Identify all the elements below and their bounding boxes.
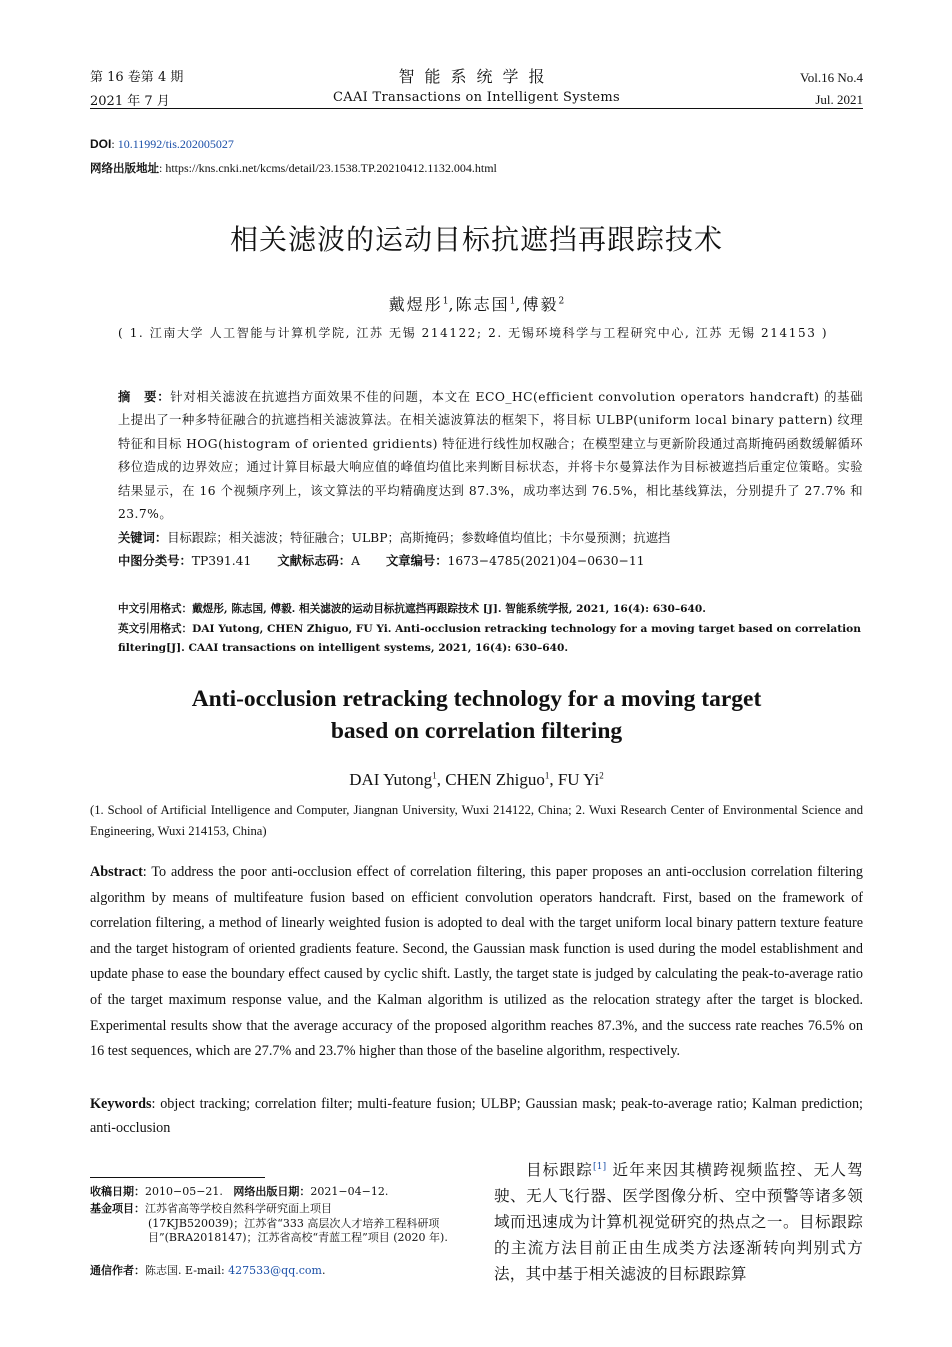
en-author-name: CHEN Zhiguo <box>445 770 545 789</box>
article-no-label: 文章编号： <box>386 554 448 568</box>
en-title <box>90 683 863 747</box>
citation-cn <box>118 600 863 620</box>
en-author-sup: 2 <box>599 770 604 781</box>
en-author-sep: , <box>549 770 558 789</box>
en-keywords-text: : object tracking; correlation filter; multi-feature fusion; ULBP; Gaussian mask; peak-to-average ratio; Kalman prediction; anti-occlusion <box>90 1096 863 1136</box>
cn-author-name: 戴煜彤 <box>388 295 443 314</box>
online-date: 2021−04−12. <box>310 1185 389 1198</box>
cn-abstract-text: 针对相关滤波在抗遮挡方面效果不佳的问题，本文在 ECO_HC(efficient convolution operators handcraft) 的基础上提出了一种多特征融合的抗遮挡相关滤波算法。在相关滤波算法的框架下，将目标 ULBP(uniform local binary pattern) 纹理特征和目标 HOG(histogram of oriented gridients) 特征进行线性加权融合；在模型建立与更新阶段通过高斯掩码函数缓解循环移位造成的边界效应；通过计算目标最大响应值的峰值均值比来判断目标状态，并将卡尔曼算法作为目标被遮挡后重定位策略。实验结果显示，在 16 个视频序列上，该文算法的平均精确度达到 87.3%，成功率达到 76.5%，相比基线算法，分别提升了 27.7% 和 23.7%。 <box>118 390 863 522</box>
en-abstract <box>90 860 863 1065</box>
cn-author-sup: 1 <box>509 296 516 307</box>
body-p1-start: 目标跟踪 <box>525 1161 594 1180</box>
corr-name: 陈志国. E-mail: <box>145 1264 229 1277</box>
doi-line: DOI: 10.11992/tis.202005027 <box>90 137 234 151</box>
cn-keywords-label: 关键词： <box>118 531 168 545</box>
clc-value: TP391.41 <box>191 554 252 568</box>
en-keywords <box>90 1092 863 1140</box>
header-divider <box>90 108 863 109</box>
body-p1-rest: 近年来因其横跨视频监控、无人驾驶、无人飞行器、医学图像分析、空中预警等诸多领域而迅速成为计算机视觉研究的热点之一。目标跟踪的主流方法目前正由生成类方法逐渐转向判别式方法，其中基于相关滤波的目标跟踪算 <box>494 1161 863 1284</box>
clc-label: 中图分类号： <box>118 554 192 568</box>
cn-author-sep: , <box>515 295 523 314</box>
doccode-value: A <box>351 554 360 568</box>
cn-author-sup: 1 <box>442 296 449 307</box>
cn-title: 相关滤波的运动目标抗遮挡再跟踪技术 <box>229 223 723 256</box>
online-url-label: 网络出版地址 <box>90 161 159 175</box>
citation-block <box>118 600 863 659</box>
header-date-cn: 2021 年 7 月 <box>90 94 170 109</box>
en-author-sep: , <box>436 770 446 789</box>
en-abstract-text: : To address the poor anti-occlusion effect of correlation filtering, this paper proposes an anti-occlusion correlation filtering algorithm by means of multifeature fusion based on efficient convolution operators handcraft. First, based on the framework of correlation filtering, a method of linearly weighted fusion is adopted to deal with the target uniform local binary pattern texture feature and the target histogram of oriented gradients feature. Second, the Gaussian mask function is used during the model establishment and update phase to ease the boundary effect caused by cyclic shift. Lastly, the target state is judged by calculating the peak-to-average ratio of the target maximum response value, and the Kalman algorithm is utilized as the relocation strategy after the target is blocked. Experimental results show that the average accuracy of the proposed algorithm reaches 87.3%, and the success rate reaches 76.5% on 16 test sequences, which are 27.7% and 23.7% higher than those of the baseline algorithm, respectively. <box>90 864 863 1060</box>
header-journal-en: CAAI Transactions on Intelligent Systems <box>333 90 620 105</box>
cn-abstract-label: 摘 要： <box>118 390 171 404</box>
en-affiliation: (1. School of Artificial Intelligence and Computer, Jiangnan University, Wuxi 214122, China; 2. Wuxi Research Center of Environmental Science and Engineering, Wuxi 214153, China) <box>90 803 863 838</box>
footnote-corresponding <box>90 1264 462 1279</box>
online-url-value: https://kns.cnki.net/kcms/detail/23.1538.TP.20210412.1132.004.html <box>165 161 497 175</box>
en-author-name: DAI Yutong <box>349 770 433 789</box>
article-no-value: 1673−4785(2021)04−0630−11 <box>447 554 645 568</box>
fund-label: 基金项目： <box>90 1202 145 1215</box>
cn-affiliation: ( 1. 江南大学 人工智能与计算机学院, 江苏 无锡 214122; 2. 无锡环境科学与工程研究中心, 江苏 无锡 214153 ) <box>118 326 829 340</box>
doi-label: DOI <box>90 137 112 151</box>
footnote-fund <box>90 1202 462 1246</box>
cn-keywords-text: 目标跟踪；相关滤波；特征融合；ULBP；高斯掩码；参数峰值均值比；卡尔曼预测；抗遮挡 <box>167 531 671 545</box>
cn-author-sep: , <box>448 295 456 314</box>
reference-link[interactable]: [1] <box>593 1162 607 1172</box>
cn-authors <box>90 292 863 315</box>
en-authors <box>90 770 863 790</box>
cn-author-sup: 2 <box>558 296 565 307</box>
en-author-sup: 1 <box>432 770 437 781</box>
en-author-sup: 1 <box>544 770 550 781</box>
received-label: 收稿日期： <box>90 1185 145 1198</box>
en-title-line: based on correlation filtering <box>330 718 623 744</box>
cn-author-name: 傅毅 <box>522 295 559 314</box>
body-text-column <box>494 1154 863 1287</box>
cn-classification <box>118 550 863 572</box>
header-volume-cn: 第 16 卷第 4 期 <box>90 70 184 85</box>
fund-text-rest: (17KJB520039)；江苏省“333 高层次人才培养工程科研项目”(BRA2018147)；江苏省高校“青蓝工程”项目 (2020 年). <box>148 1216 448 1244</box>
doccode-label: 文献标志码： <box>277 554 352 568</box>
citation-en-text: DAI Yutong, CHEN Zhiguo, FU Yi. Anti-occlusion retracking technology for a moving target based on correlation filtering[J]. CAAI transactions on intelligent systems, 2021, 16(4): 630–640. <box>118 622 861 654</box>
citation-cn-label: 中文引用格式： <box>118 603 193 615</box>
corr-email-link[interactable]: 427533@qq.com <box>228 1264 322 1277</box>
header-date-en: Jul. 2021 <box>815 92 863 107</box>
en-abstract-label: Abstract <box>90 864 143 880</box>
citation-en-label: 英文引用格式： <box>118 622 193 635</box>
corr-end: . <box>321 1264 326 1277</box>
received-date: 2010−05−21. <box>145 1185 223 1198</box>
header-volume-en: Vol.16 No.4 <box>800 70 863 85</box>
citation-en <box>118 620 863 659</box>
footnote-divider <box>90 1177 265 1178</box>
paper-page <box>90 0 863 1347</box>
corr-label: 通信作者： <box>90 1264 145 1277</box>
online-url-line: 网络出版地址: https://kns.cnki.net/kcms/detail/23.1538.TP.20210412.1132.004.html <box>90 161 497 175</box>
doi-link[interactable]: 10.11992/tis.202005027 <box>117 137 234 151</box>
header-journal-cn: 智能系统学报 <box>398 67 555 86</box>
cn-keywords <box>118 527 863 549</box>
citation-cn-text: 戴煜彤, 陈志国, 傅毅. 相关滤波的运动目标抗遮挡再跟踪技术 [J]. 智能系统学报, 2021, 16(4): 630–640. <box>192 603 706 615</box>
cn-abstract <box>118 386 863 526</box>
en-title-line: Anti-occlusion retracking technology for a moving target <box>191 686 762 712</box>
online-date-label: 网络出版日期： <box>233 1185 311 1198</box>
cn-author-name: 陈志国 <box>455 295 510 314</box>
footnote-dates <box>90 1185 462 1200</box>
en-author-name: FU Yi <box>557 770 600 789</box>
en-keywords-label: Keywords <box>90 1096 152 1112</box>
running-header <box>90 66 863 110</box>
fund-text-line1: 江苏省高等学校自然科学研究面上项目 <box>145 1202 332 1215</box>
